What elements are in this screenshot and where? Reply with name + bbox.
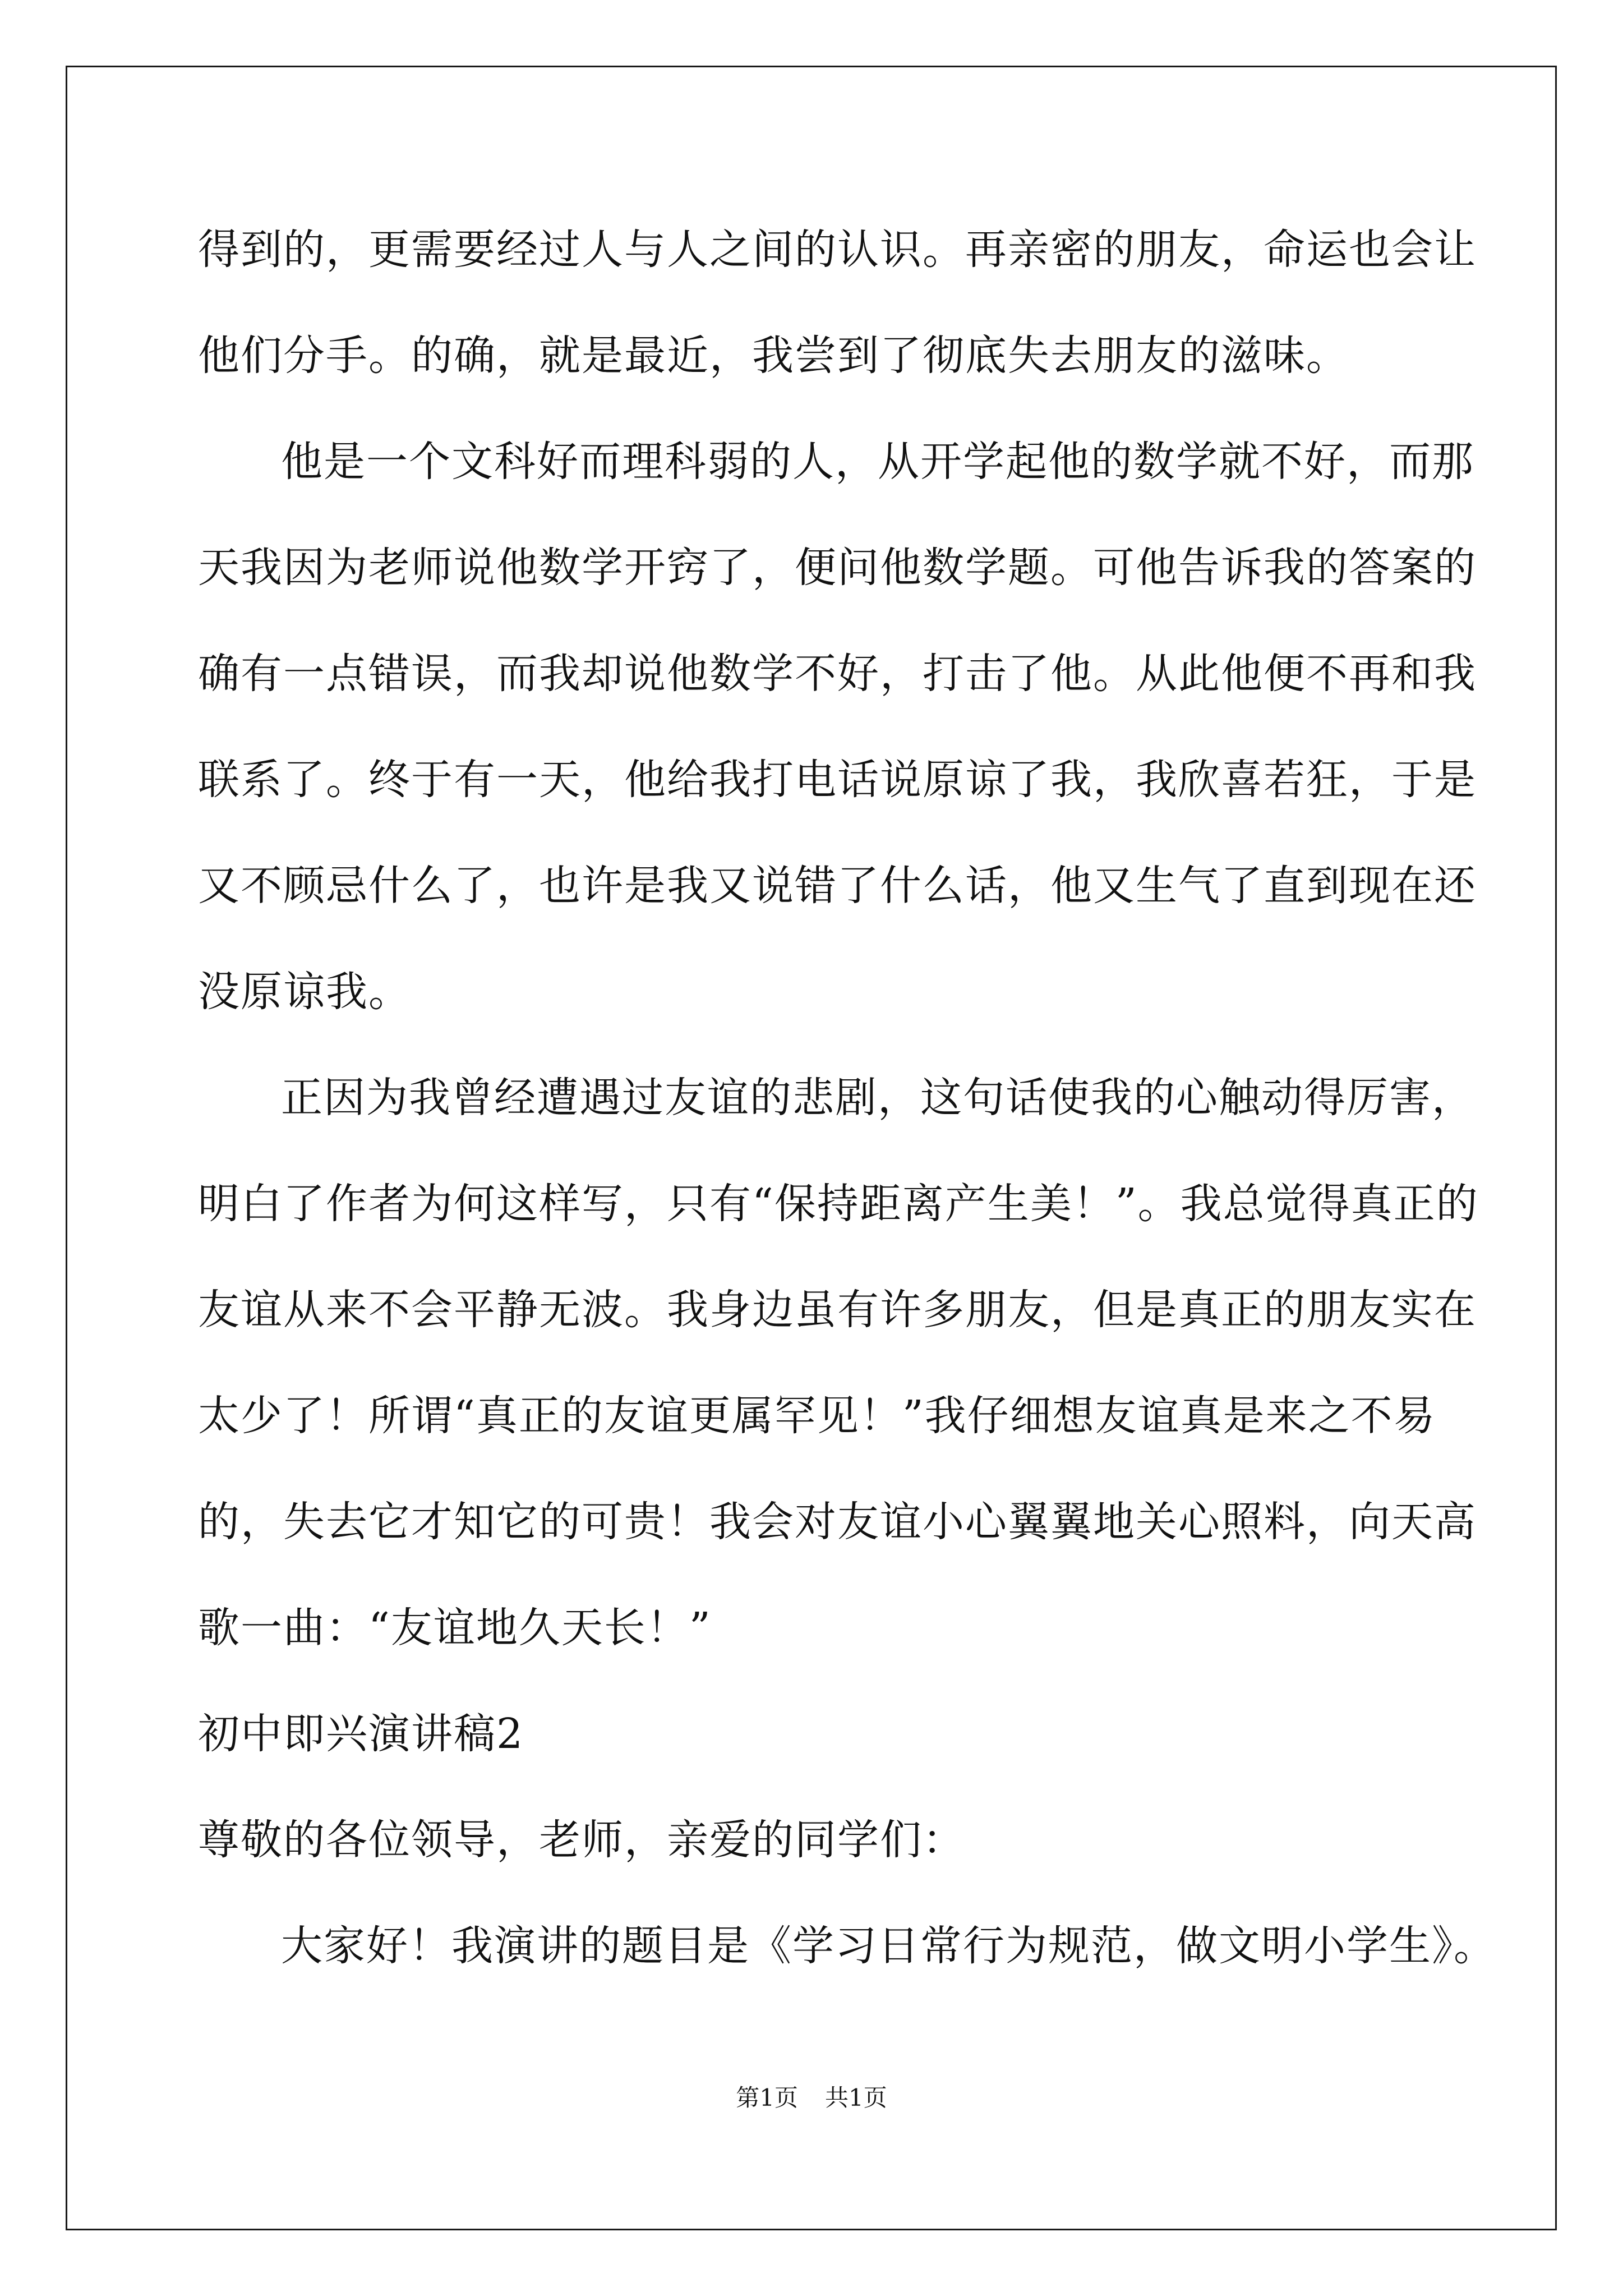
- text-line: 没原谅我。: [198, 968, 411, 1016]
- page-border: [66, 66, 1557, 2230]
- paragraph-start: 大家好！我演讲的题目是《学习日常行为规范，做文明小学生》。: [281, 1922, 1496, 1970]
- page-number: 第1页: [736, 2084, 798, 2111]
- salutation: 尊敬的各位领导，老师，亲爱的同学们：: [198, 1816, 965, 1864]
- section-heading: 初中即兴演讲稿2: [198, 1710, 524, 1758]
- text-line: 确有一点错误，而我却说他数学不好，打击了他。从此他便不再和我: [198, 650, 1477, 698]
- text-line: 又不顾忌什么了，也许是我又说错了什么话，他又生气了直到现在还: [198, 862, 1477, 910]
- page-total: 共1页: [825, 2084, 887, 2111]
- text-line: 友谊从来不会平静无波。我身边虽有许多朋友，但是真正的朋友实在: [198, 1286, 1477, 1334]
- text-line: 太少了！所谓“真正的友谊更属罕见！”我仔细想友谊真是来之不易: [198, 1392, 1436, 1440]
- text-line: 得到的，更需要经过人与人之间的认识。再亲密的朋友，命运也会让: [198, 226, 1477, 274]
- page-footer: [0, 2084, 1623, 2112]
- text-line: 明白了作者为何这样写，只有“保持距离产生美！”。我总觉得真正的: [198, 1180, 1479, 1228]
- text-line: 他们分手。的确，就是最近，我尝到了彻底失去朋友的滋味。: [198, 332, 1349, 380]
- text-line: 天我因为老师说他数学开窍了，便问他数学题。可他告诉我的答案的: [198, 544, 1477, 592]
- paragraph-start: 他是一个文科好而理科弱的人，从开学起他的数学就不好，而那: [281, 438, 1474, 486]
- text-line: 歌一曲：“友谊地久天长！”: [198, 1604, 712, 1652]
- text-line: 联系了。终于有一天，他给我打电话说原谅了我，我欣喜若狂，于是: [198, 756, 1477, 804]
- paragraph-start: 正因为我曾经遭遇过友谊的悲剧，这句话使我的心触动得厉害，: [281, 1074, 1474, 1122]
- text-line: 的，失去它才知它的可贵！我会对友谊小心翼翼地关心照料，向天高: [198, 1498, 1477, 1546]
